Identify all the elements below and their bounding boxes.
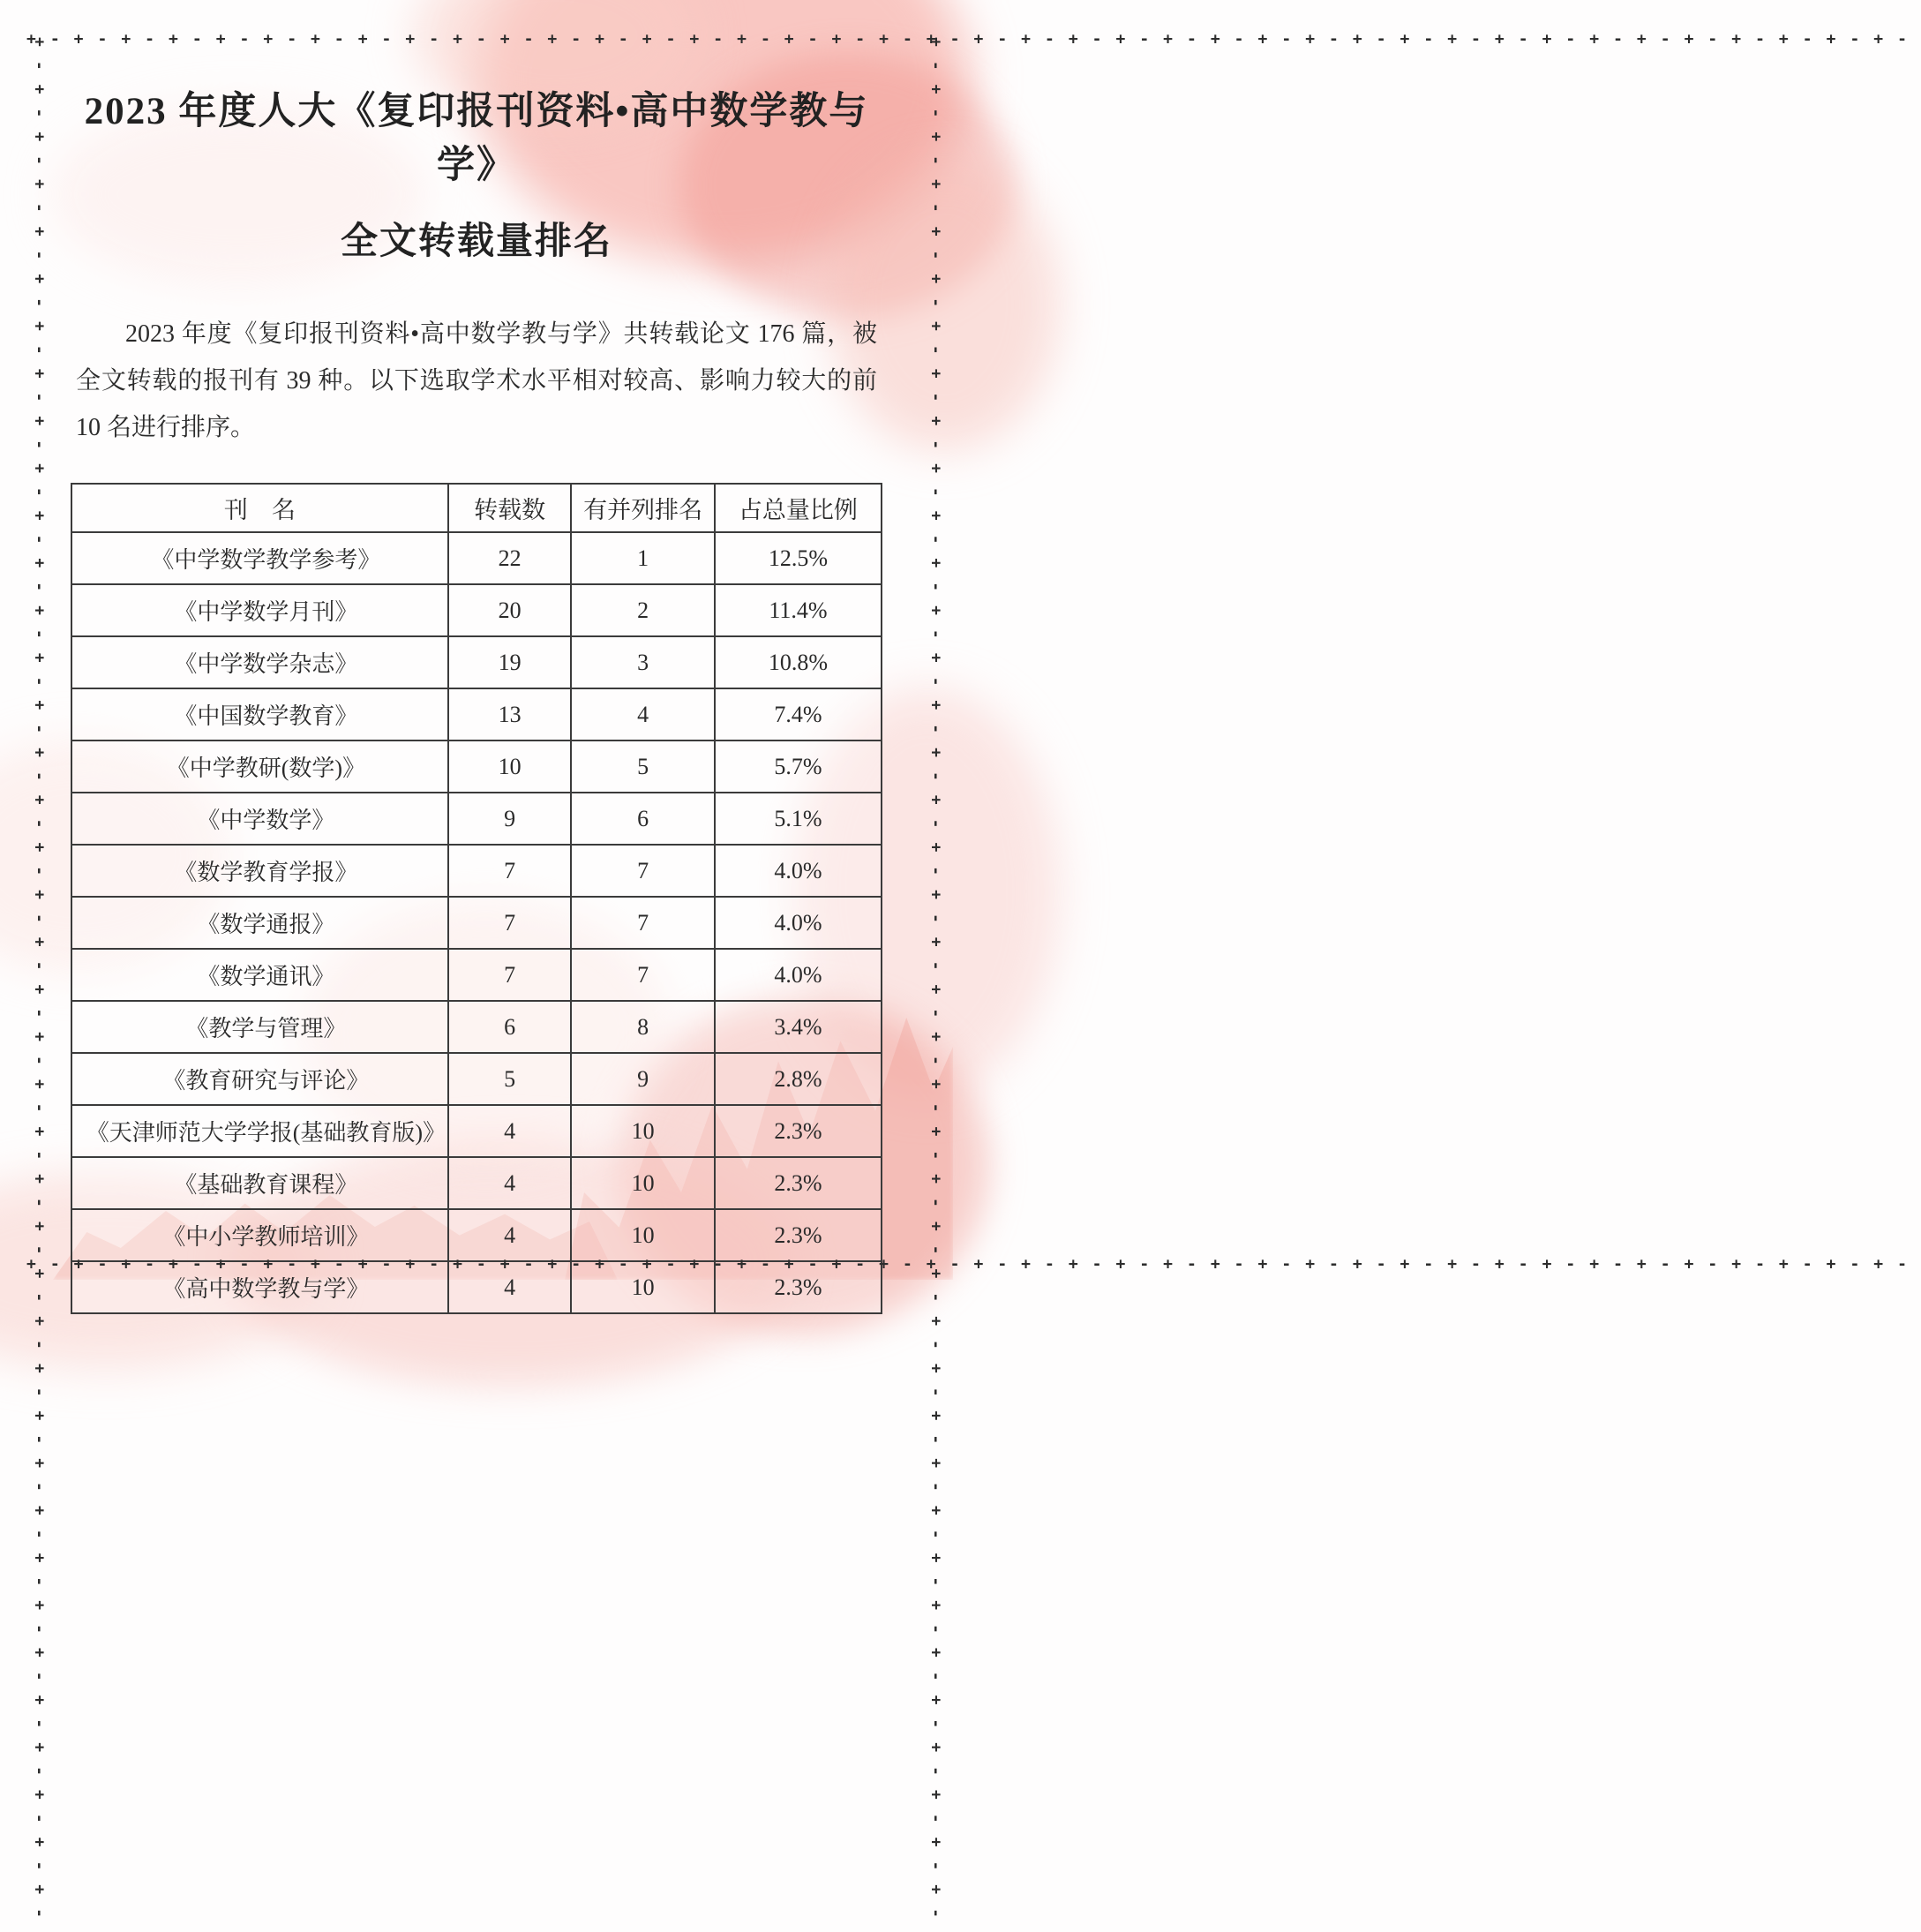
reprint-count-cell: 4 — [448, 1105, 572, 1157]
tied-rank-cell: 7 — [571, 949, 714, 1001]
percentage-cell: 4.0% — [715, 897, 882, 949]
tied-rank-cell: 5 — [571, 740, 714, 793]
intro-paragraph: 2023 年度《复印报刊资料•高中数学教与学》共转载论文 176 篇，被全文转载的报刊有 39 种。以下选取学术水平相对较高、影响力较大的前 10 名进行排序。 — [76, 320, 877, 441]
journal-name-cell: 《数学通报》 — [71, 897, 448, 949]
page-title-line1: 2023 年度人大《复印报刊资料•高中数学教与学》 — [84, 91, 869, 186]
percentage-cell: 10.8% — [715, 636, 882, 688]
table-row — [71, 1105, 882, 1157]
tied-rank-cell: 6 — [571, 793, 714, 845]
ranking-table-header — [71, 484, 882, 532]
reprint-count-cell: 4 — [448, 1261, 572, 1313]
reprint-count-cell: 9 — [448, 793, 572, 845]
col-header-tied-rank: 有并列排名 — [571, 484, 714, 532]
reprint-count-cell: 13 — [448, 688, 572, 740]
percentage-cell: 2.3% — [715, 1105, 882, 1157]
tied-rank-cell: 10 — [571, 1209, 714, 1261]
stitched-border-top: +-+-+-+-+-+-+-+-+-+-+-+-+-+-+-+-+-+-+-+-+-+-+-+-+-+-+-+-+-+-+-+-+-+-+-+-+-+-+-+- — [26, 30, 1921, 49]
table-row — [71, 1209, 882, 1261]
page-title-line2: 全文转载量排名 — [340, 222, 612, 262]
reprint-count-cell: 20 — [448, 584, 572, 636]
table-row — [71, 1053, 882, 1105]
percentage-cell: 2.3% — [715, 1209, 882, 1261]
tied-rank-cell: 9 — [571, 1053, 714, 1105]
tied-rank-cell: 8 — [571, 1001, 714, 1053]
journal-name-cell: 《高中数学教与学》 — [71, 1261, 448, 1313]
reprint-count-cell: 22 — [448, 532, 572, 584]
reprint-count-cell: 7 — [448, 897, 572, 949]
percentage-cell: 4.0% — [715, 845, 882, 897]
reprint-count-cell: 7 — [448, 845, 572, 897]
percentage-cell: 11.4% — [715, 584, 882, 636]
reprint-count-cell: 10 — [448, 740, 572, 793]
journal-name-cell: 《中学数学杂志》 — [71, 636, 448, 688]
tied-rank-cell: 4 — [571, 688, 714, 740]
percentage-cell: 7.4% — [715, 688, 882, 740]
header-row — [71, 484, 882, 532]
ranking-table — [71, 483, 882, 1314]
percentage-cell: 2.3% — [715, 1157, 882, 1209]
table-row — [71, 897, 882, 949]
percentage-cell: 2.3% — [715, 1261, 882, 1313]
tied-rank-cell: 10 — [571, 1105, 714, 1157]
tied-rank-cell: 1 — [571, 532, 714, 584]
table-row — [71, 793, 882, 845]
table-row — [71, 949, 882, 1001]
journal-name-cell: 《教学与管理》 — [71, 1001, 448, 1053]
col-header-reprint-count: 转载数 — [448, 484, 572, 532]
table-row — [71, 532, 882, 584]
percentage-cell: 5.7% — [715, 740, 882, 793]
journal-name-cell: 《中国数学教育》 — [71, 688, 448, 740]
col-header-percentage: 占总量比例 — [715, 484, 882, 532]
journal-name-cell: 《中学数学月刊》 — [71, 584, 448, 636]
table-row — [71, 688, 882, 740]
ranking-table-body — [71, 532, 882, 1313]
percentage-cell: 3.4% — [715, 1001, 882, 1053]
stitched-border-left: +-+-+-+-+-+-+-+-+-+-+-+-+-+-+-+-+-+-+-+-+-+-+-+-+-+-+-+-+-+-+-+-+-+-+-+-+-+-+-+- — [30, 37, 49, 1932]
journal-name-cell: 《教育研究与评论》 — [71, 1053, 448, 1105]
journal-name-cell: 《中学数学》 — [71, 793, 448, 845]
col-header-journal-name: 刊 名 — [71, 484, 448, 532]
journal-name-cell: 《中学数学教学参考》 — [71, 532, 448, 584]
reprint-count-cell: 4 — [448, 1209, 572, 1261]
journal-name-cell: 《天津师范大学学报(基础教育版)》 — [71, 1105, 448, 1157]
journal-name-cell: 《数学通讯》 — [71, 949, 448, 1001]
reprint-count-cell: 5 — [448, 1053, 572, 1105]
journal-name-cell: 《中学教研(数学)》 — [71, 740, 448, 793]
tied-rank-cell: 10 — [571, 1157, 714, 1209]
reprint-count-cell: 4 — [448, 1157, 572, 1209]
percentage-cell: 4.0% — [715, 949, 882, 1001]
table-row — [71, 1157, 882, 1209]
percentage-cell: 5.1% — [715, 793, 882, 845]
tied-rank-cell: 2 — [571, 584, 714, 636]
journal-name-cell: 《中小学教师培训》 — [71, 1209, 448, 1261]
stitched-border-bottom: +-+-+-+-+-+-+-+-+-+-+-+-+-+-+-+-+-+-+-+-+-+-+-+-+-+-+-+-+-+-+-+-+-+-+-+-+-+-+-+- — [26, 1255, 1921, 1274]
stitched-border-right: +-+-+-+-+-+-+-+-+-+-+-+-+-+-+-+-+-+-+-+-+-+-+-+-+-+-+-+-+-+-+-+-+-+-+-+-+-+-+-+- — [927, 37, 945, 1932]
table-row — [71, 584, 882, 636]
reprint-count-cell: 6 — [448, 1001, 572, 1053]
table-row — [71, 636, 882, 688]
reprint-count-cell: 19 — [448, 636, 572, 688]
tied-rank-cell: 10 — [571, 1261, 714, 1313]
tied-rank-cell: 3 — [571, 636, 714, 688]
journal-name-cell: 《数学教育学报》 — [71, 845, 448, 897]
percentage-cell: 2.8% — [715, 1053, 882, 1105]
percentage-cell: 12.5% — [715, 532, 882, 584]
journal-name-cell: 《基础教育课程》 — [71, 1157, 448, 1209]
table-row — [71, 845, 882, 897]
tied-rank-cell: 7 — [571, 897, 714, 949]
tied-rank-cell: 7 — [571, 845, 714, 897]
table-row — [71, 740, 882, 793]
table-row — [71, 1001, 882, 1053]
reprint-count-cell: 7 — [448, 949, 572, 1001]
